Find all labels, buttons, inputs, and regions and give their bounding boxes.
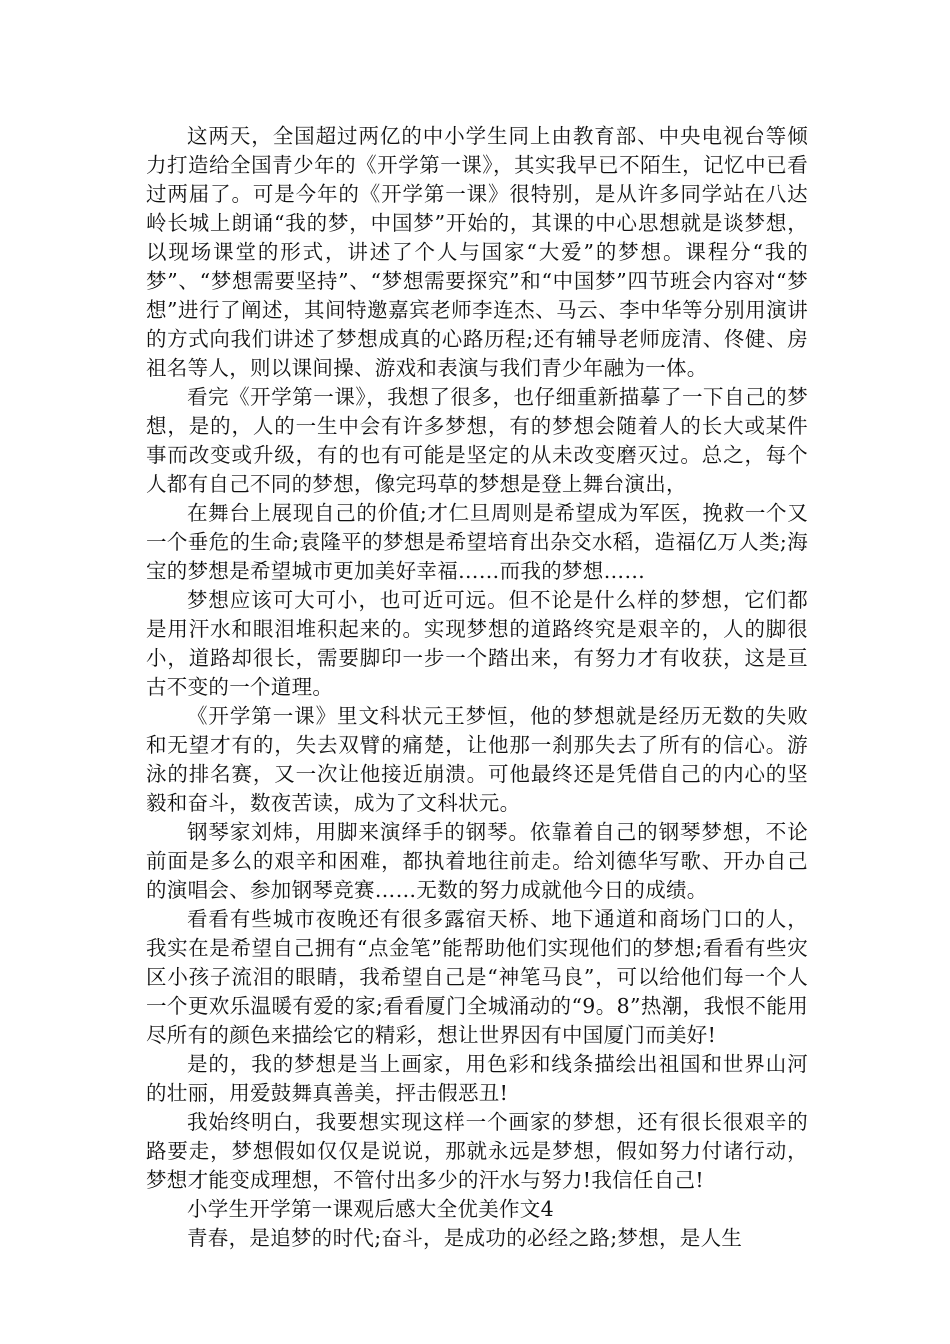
paragraph-last: 青春，是追梦的时代;奋斗，是成功的必经之路;梦想，是人生 — [187, 1226, 743, 1250]
paragraph-7: 看看有些城市夜晚还有很多露宿天桥、地下通道和商场门口的人，我实在是希望自己拥有“点金笔”能帮助他们实现他们的梦想;看看有些灾区小孩子流泪的眼睛，我希望自己是“神笔马良”，可以给他们每一个人一个更欢乐温暖有爱的家;看看厦门全城涌动的“9。8”热潮，我恨不能用尽所有的颜色来描绘它的精彩，想让世界因有中国厦门而美好! — [146, 907, 808, 1047]
paragraph-6: 钢琴家刘炜，用脚来演绎手的钢琴。依靠着自己的钢琴梦想，不论前面是多么的艰辛和困难，都执着地往前走。给刘德华写歌、开办自己的演唱会、参加钢琴竞赛……无数的努力成就他今日的成绩。 — [146, 820, 808, 902]
paragraph-8: 是的，我的梦想是当上画家，用色彩和线条描绘出祖国和世界山河的壮丽，用爱鼓舞真善美，抨击假恶丑! — [146, 1052, 808, 1105]
section-title: 小学生开学第一课观后感大全优美作文4 — [187, 1197, 554, 1221]
document-body — [146, 122, 808, 1253]
paragraph-2: 看完《开学第一课》，我想了很多，也仔细重新描摹了一下自己的梦想，是的，人的一生中会有许多梦想，有的梦想会随着人的长大或某件事而改变或升级，有的也有可能是坚定的从未改变磨灭过。总之，每个人都有自己不同的梦想，像完玛草的梦想是登上舞台演出， — [146, 385, 808, 496]
paragraph-4: 梦想应该可大可小，也可近可远。但不论是什么样的梦想，它们都是用汗水和眼泪堆积起来的。实现梦想的道路终究是艰辛的，人的脚很小，道路却很长，需要脚印一步一个踏出来，有努力才有收获，这是亘古不变的一个道理。 — [146, 588, 808, 699]
paragraph-5: 《开学第一课》里文科状元王梦恒，他的梦想就是经历无数的失败和无望才有的，失去双臂的痛楚，让他那一刹那失去了所有的信心。游泳的排名赛，又一次让他接近崩溃。可他最终还是凭借自己的内心的坚毅和奋斗，数夜苦读，成为了文科状元。 — [146, 704, 808, 815]
paragraph-3: 在舞台上展现自己的价值;才仁旦周则是希望成为军医，挽救一个又一个垂危的生命;袁隆平的梦想是希望培育出杂交水稻，造福亿万人类;海宝的梦想是希望城市更加美好幸福……而我的梦想…… — [146, 501, 808, 583]
paragraph-1: 这两天，全国超过两亿的中小学生同上由教育部、中央电视台等倾力打造给全国青少年的《开学第一课》，其实我早已不陌生，记忆中已看过两届了。可是今年的《开学第一课》很特别，是从许多同学站在八达岭长城上朗诵“我的梦，中国梦”开始的，其课的中心思想就是谈梦想，以现场课堂的形式，讲述了个人与国家“大爱”的梦想。课程分“我的梦”、“梦想需要坚持”、“梦想需要探究”和“中国梦”四节班会内容对“梦想”进行了阐述，其间特邀嘉宾老师李连杰、马云、李中华等分别用演讲的方式向我们讲述了梦想成真的心路历程;还有辅导老师庞清、佟健、房祖名等人，则以课间操、游戏和表演与我们青少年融为一体。 — [146, 124, 808, 380]
paragraph-9: 我始终明白，我要想实现这样一个画家的梦想，还有很长很艰辛的路要走，梦想假如仅仅是说说，那就永远是梦想，假如努力付诸行动，梦想才能变成理想，不管付出多少的汗水与努力!我信任自己! — [146, 1110, 808, 1192]
